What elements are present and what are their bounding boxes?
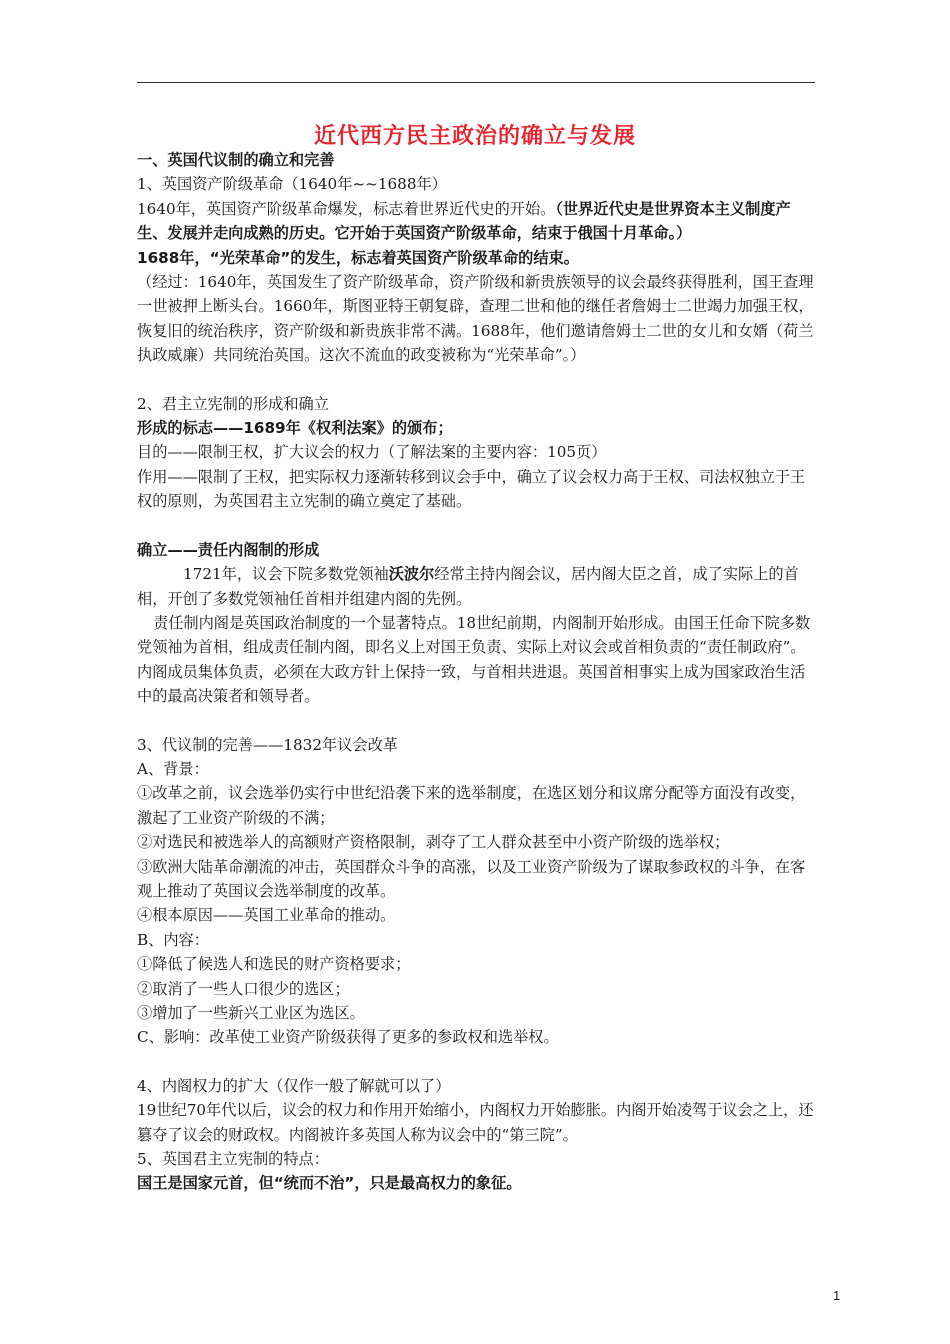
s1-3-b-item: ①降低了候选人和选民的财产资格要求； xyxy=(137,955,411,974)
s1-3-b-item: ②取消了一些人口很少的选区； xyxy=(137,979,350,998)
s1-5-heading: 5、英国君主立宪制的特点： xyxy=(137,1150,329,1169)
s1-3-b-label: B、内容： xyxy=(137,930,209,949)
s1-2-purpose: 目的——限制王权，扩大议会的权力（了解法案的主要内容：105页） xyxy=(137,443,607,462)
s1-1-heading: 1、英国资产阶级革命（1640年~~1688年） xyxy=(137,175,447,194)
s1-3-a-item: ④根本原因——英国工业革命的推动。 xyxy=(137,906,396,925)
spacer xyxy=(137,368,815,392)
walpole-name: 沃波尔 xyxy=(388,565,435,584)
s1-2-sign: 形成的标志——1689年《权利法案》的颁布； xyxy=(137,419,453,438)
s1-3-a-item: ②对选民和被选举人的高额财产资格限制，剥夺了工人群众甚至中小资产阶级的选举权； xyxy=(137,833,730,852)
s1-3-b-item: ③增加了一些新兴工业区为选区。 xyxy=(137,1004,365,1022)
s1-2-cabinet-paragraph-2: 责任制内阁是英国政治制度的一个显著特点。18世纪前期，内阁制开始形成。由国王任命下院多数党领袖为首相，组成责任制内阁，即名义上对国王负责、实际上对议会或首相负责的“责任制政府”。 内阁成员集体负责，必须在大政方针上保持一致，与首相共进退。英国首相事实上成为国家政治生活中的最高决策者和领导者。 xyxy=(137,613,811,706)
section1-heading: 一、英国代议制的确立和完善 xyxy=(137,151,335,169)
s1-2-heading: 2、君主立宪制的形成和确立 xyxy=(137,394,329,413)
document-body xyxy=(137,148,815,1196)
spacer xyxy=(137,1050,815,1074)
s1-4-heading: 4、内阁权力的扩大（仅作一般了解就可以了） xyxy=(137,1076,451,1095)
spacer xyxy=(137,514,815,538)
s1-3-a-item: ③欧洲大陆革命潮流的冲击，英国群众斗争的高涨，以及工业资产阶级为了谋取参政权的斗争，在客观上推动了英国议会选举制度的改革。 xyxy=(137,857,806,900)
s1-1-p1-bold: （世界近代史是世界资本主义制度产生、发展并走向成熟的历史。它开始于英国资产阶级革命，结束于俄国十月革命。） xyxy=(137,199,791,243)
header-rule xyxy=(137,82,815,83)
page-number: 1 xyxy=(833,1288,841,1303)
s1-1-paragraph-2: 1688年，“光荣革命”的发生，标志着英国资产阶级革命的结束。 xyxy=(137,248,579,267)
s1-3-heading: 3、代议制的完善——1832年议会改革 xyxy=(137,735,398,754)
s1-4-paragraph: 19世纪70年代以后，议会的权力和作用开始缩小，内阁权力开始膨胀。内阁开始凌驾于议会之上，还篡夺了议会的财政权。内阁被许多英国人称为议会中的“第三院”。 xyxy=(137,1101,814,1144)
s1-1-paragraph-1 xyxy=(137,197,815,246)
cabinet-p1-a: 1721年，议会下院多数党领袖 xyxy=(183,565,389,584)
s1-3-c-text: C、影响：改革使工业资产阶级获得了更多的参政权和选举权。 xyxy=(137,1028,559,1047)
s1-3-a-item: ①改革之前，议会选举仍实行中世纪沿袭下来的选举制度，在选区划分和议席分配等方面没有改变，激起了工业资产阶级的不满； xyxy=(137,784,806,827)
s1-2-cabinet-paragraph-1 xyxy=(137,562,815,611)
cabinet-p1-c: 经常主持内阁会议，居内阁大臣之首，成了实际上的首相，开创了多数党领袖任首相并组建内阁的先例。 xyxy=(137,565,799,608)
s1-5-bold-statement: 国王是国家元首，但“统而不治”，只是最高权力的象征。 xyxy=(137,1174,522,1193)
s1-2-cabinet-heading: 确立——责任内阁制的形成 xyxy=(137,540,320,559)
page-title: 近代西方民主政治的确立与发展 xyxy=(313,124,636,149)
s1-1-p1-normal: 1640年，英国资产阶级革命爆发，标志着世界近代史的开始。 xyxy=(137,199,556,218)
s1-2-effect: 作用——限制了王权，把实际权力逐渐转移到议会手中，确立了议会权力高于王权、司法权独立于王权的原则，为英国君主立宪制的确立奠定了基础。 xyxy=(137,467,806,511)
s1-3-a-label: A、背景： xyxy=(137,759,209,778)
spacer xyxy=(137,709,815,733)
s1-1-paragraph-3: （经过：1640年，英国发生了资产阶级革命，资产阶级和新贵族领导的议会最终获得胜利，国王查理一世被押上断头台。1660年，斯图亚特王朝复辟，查理二世和他的继任者詹姆士二世竭力加强王权，恢复旧的统治秩序，资产阶级和新贵族非常不满。1688年，他们邀请詹姆士二世的女儿和女婿（荷兰执政威廉）共同统治英国。这次不流血的政变被称为“光荣革命”。） xyxy=(137,273,814,365)
